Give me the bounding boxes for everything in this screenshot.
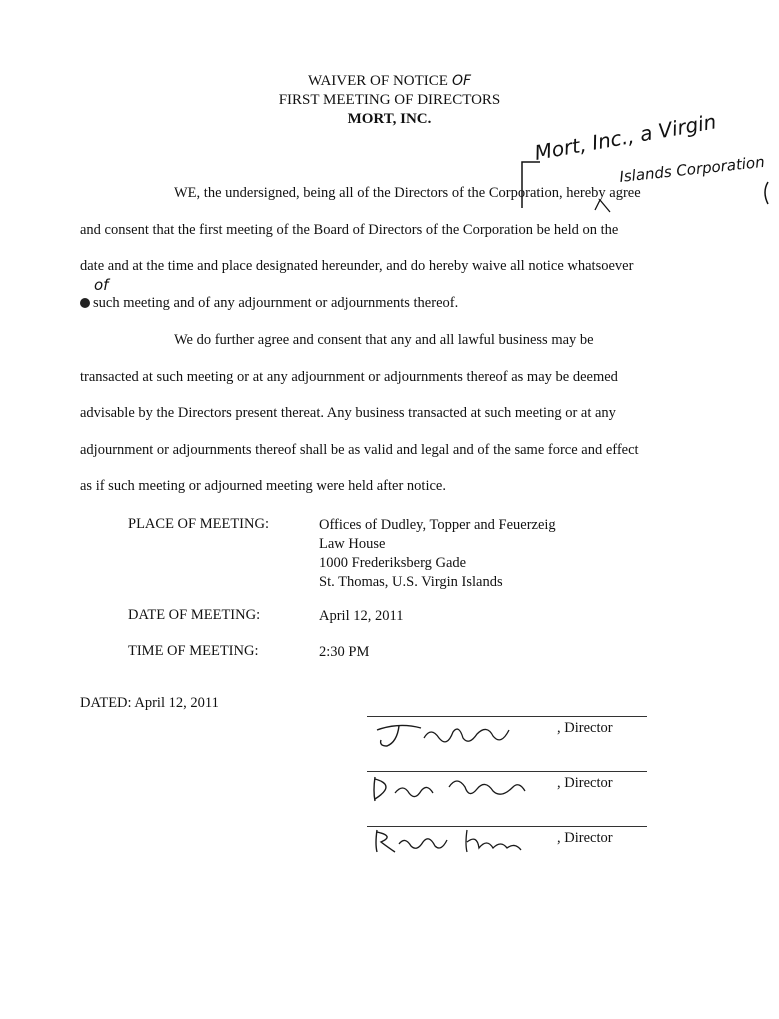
annotation-line-2: Islands Corporation	[618, 152, 766, 186]
handwritten-of-above-such: of	[94, 275, 109, 294]
place-line-3: 1000 Frederiksberg Gade	[319, 555, 467, 571]
company-name: MORT, INC.	[347, 111, 432, 127]
paragraph-2	[80, 322, 700, 505]
time-of-meeting-label: TIME OF MEETING:	[128, 643, 259, 659]
title-waiver-of-notice: WAIVER OF NOTICE	[307, 73, 448, 89]
paragraph-2-line-2: transacted at such meeting or at any adjournment or adjournments thereof as may be deemed	[80, 368, 618, 385]
paragraph-1-line-1: WE, the undersigned, being all of the Directors of the Corporation, hereby agree	[174, 185, 641, 201]
place-line-1: Offices of Dudley, Topper and Feuerzeig	[319, 517, 556, 533]
time-of-meeting-value: 2:30 PM	[319, 644, 370, 660]
place-of-meeting-label: PLACE OF MEETING:	[128, 516, 269, 532]
paragraph-1-line-4: of such meeting and of any adjournment or adjournments thereof.	[80, 285, 700, 322]
handwritten-of: OF	[451, 73, 472, 89]
paragraph-2-line-1: We do further agree and consent that any and all lawful business may be	[174, 332, 594, 348]
signature-richard-kahn	[369, 826, 549, 860]
place-of-meeting-value	[319, 516, 556, 592]
dated-line: DATED: April 12, 2011	[80, 695, 219, 711]
place-line-2: Law House	[319, 536, 386, 552]
director-title: , Director	[557, 830, 613, 846]
paragraph-2-line-3: advisable by the Directors present thereat. Any business transacted at such meeting or at any	[80, 405, 616, 421]
place-line-4: St. Thomas, U.S. Virgin Islands	[319, 574, 503, 590]
signature-row-3	[367, 826, 647, 858]
paragraph-1-line-3: date and at the time and place designated hereunder, and do hereby waive all notice whatsoever	[80, 258, 634, 274]
struck-word-mark	[80, 298, 90, 308]
paragraph-1-line-2: and consent that the first meeting of the Board of Directors of the Corporation be held on the	[80, 221, 619, 238]
title-line-1	[0, 72, 779, 91]
paragraph-2-line-4: adjournment or adjournments thereof shall be as valid and legal and of the same force and effect	[80, 441, 639, 458]
date-of-meeting-value: April 12, 2011	[319, 608, 404, 624]
annotation-line-1: Mort, Inc., a Virgin	[532, 109, 718, 165]
director-title: , Director	[557, 720, 613, 736]
director-title: , Director	[557, 775, 613, 791]
paragraph-2-line-5: as if such meeting or adjourned meeting were held after notice.	[80, 478, 446, 494]
title-line-2: FIRST MEETING OF DIRECTORS	[278, 92, 501, 108]
signature-darren-indyke	[369, 771, 549, 805]
signature-row-1	[367, 716, 647, 748]
signature-row-2	[367, 771, 647, 803]
signature-jeffrey-epstein	[369, 716, 549, 750]
annotation-paren	[765, 182, 768, 204]
date-of-meeting-label: DATE OF MEETING:	[128, 607, 261, 623]
paragraph-1	[80, 175, 700, 321]
